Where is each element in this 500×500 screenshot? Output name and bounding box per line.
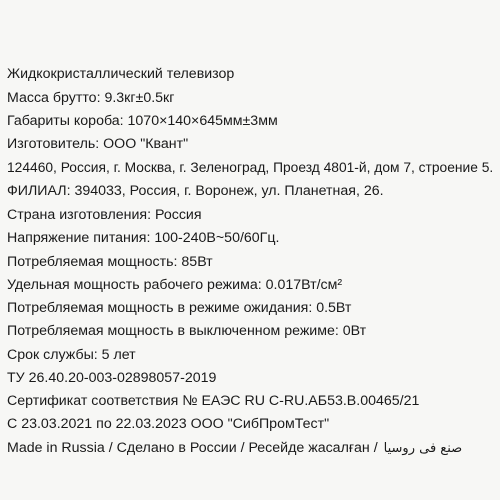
manufacturer: Изготовитель: ООО "Квант" — [7, 136, 189, 152]
made-in-line — [7, 440, 462, 457]
power-consumption: Потребляемая мощность: 85Вт — [7, 254, 213, 270]
specific-power: Удельная мощность рабочего режима: 0.017Вт/см² — [7, 277, 343, 293]
off-mode-power: Потребляемая мощность в выключенном режиме: 0Вт — [7, 323, 367, 339]
technical-spec: ТУ 26.40.20-003-02898057-2019 — [7, 370, 217, 386]
box-dimensions: Габариты короба: 1070×140×645мм±3мм — [7, 113, 278, 129]
gross-weight: Масса брутто: 9.3кг±0.5кг — [7, 90, 175, 106]
made-in-text: Made in Russia / Сделано в России / Ресейде жасалған / — [7, 440, 378, 456]
supply-voltage: Напряжение питания: 100-240В~50/60Гц. — [7, 230, 280, 246]
certificate-number: Сертификат соответствия № ЕАЭС RU C-RU.АБ53.В.00465/21 — [7, 393, 420, 409]
manufacturer-address: 124460, Россия, г. Москва, г. Зеленоград, Проезд 4801-й, дом 7, строение 5. — [7, 160, 494, 175]
standby-power: Потребляемая мощность в режиме ожидания: 0.5Вт — [7, 300, 352, 316]
made-in-arabic-text: صنع فى روسيا — [383, 441, 463, 456]
service-life: Срок службы: 5 лет — [7, 347, 136, 363]
certificate-validity: С 23.03.2021 по 22.03.2023 ООО "СибПромТест" — [7, 416, 330, 432]
country-of-manufacture: Страна изготовления: Россия — [7, 207, 202, 223]
product-type: Жидкокристаллический телевизор — [7, 66, 235, 82]
branch-address: ФИЛИАЛ: 394033, Россия, г. Воронеж, ул. Планетная, 26. — [7, 183, 384, 199]
